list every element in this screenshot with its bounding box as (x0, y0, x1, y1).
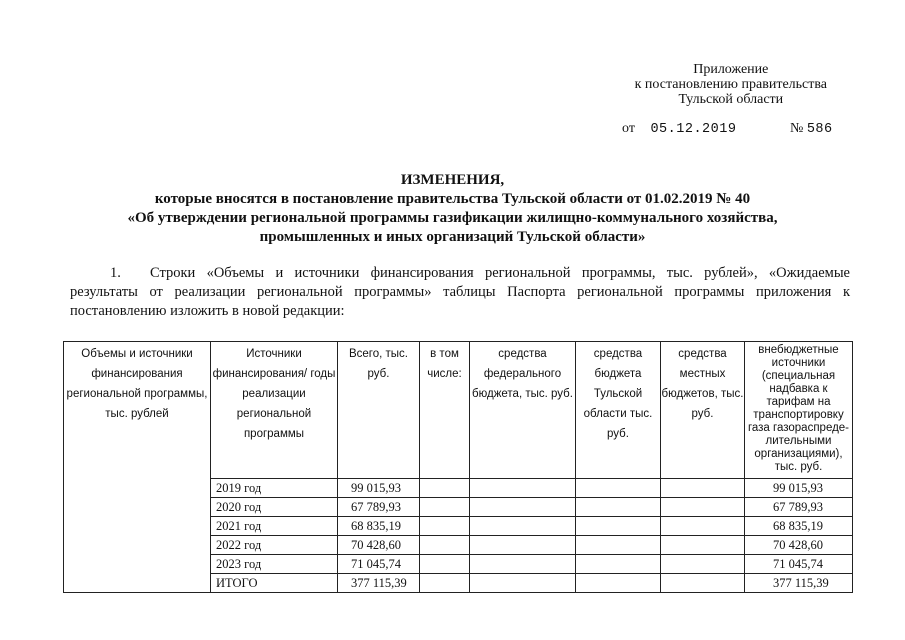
paragraph-number: 1. (110, 265, 121, 281)
empty-cell (576, 536, 661, 555)
paragraph-text: Строки «Объемы и источники финансирования региональной программы, тыс. рублей», «Ожидаемые результаты от реализации региональной программы» таблицы Паспорта региональной программы приложения к постановлению изложить в новой редакции: (70, 265, 850, 319)
empty-cell (576, 479, 661, 498)
date-label: от (622, 121, 635, 136)
year-cell: ИТОГО (211, 574, 338, 593)
appendix-header (635, 62, 827, 107)
total-cell: 70 428,60 (338, 536, 420, 555)
title-line: которые вносятся в постановление правительства Тульской области от 01.02.2019 № 40 (154, 191, 751, 207)
document-date: 05.12.2019 (650, 122, 737, 137)
year-cell: 2021 год (211, 517, 338, 536)
year-cell: 2023 год (211, 555, 338, 574)
table-header-cell: Всего, тыс. руб. (338, 342, 420, 479)
empty-cell (470, 517, 576, 536)
table-header-cell: внебюджетные источники (специальная надбавка к тарифам на транспортировку газа газораспреде-лительными организациями), тыс. руб. (745, 342, 853, 479)
total-cell: 67 789,93 (338, 498, 420, 517)
empty-cell (420, 555, 470, 574)
appendix-line: Тульской области (678, 92, 784, 107)
empty-cell (661, 574, 745, 593)
title-line: «Об утверждении региональной программы газификации жилищно-коммунального хозяйства, (127, 210, 778, 226)
empty-cell (576, 555, 661, 574)
empty-cell (470, 574, 576, 593)
document-number: 586 (806, 122, 833, 137)
paragraph-1 (70, 264, 850, 321)
table-header-cell: средства бюджета Тульской области тыс. руб. (576, 342, 661, 479)
empty-cell (661, 479, 745, 498)
total-cell: 99 015,93 (338, 479, 420, 498)
extra-budget-cell: 71 045,74 (745, 555, 853, 574)
number-label: № (789, 121, 804, 136)
empty-cell (420, 479, 470, 498)
total-cell: 377 115,39 (338, 574, 420, 593)
total-cell: 71 045,74 (338, 555, 420, 574)
empty-cell (470, 555, 576, 574)
table-header-cell: средства федерального бюджета, тыс. руб. (470, 342, 576, 479)
extra-budget-cell: 70 428,60 (745, 536, 853, 555)
empty-cell (420, 574, 470, 593)
empty-cell (420, 536, 470, 555)
empty-cell (576, 517, 661, 536)
extra-budget-cell: 68 835,19 (745, 517, 853, 536)
empty-cell (661, 555, 745, 574)
table-header-cell: в том числе: (420, 342, 470, 479)
document-title (0, 171, 905, 247)
document-dateline (622, 121, 833, 137)
year-cell: 2019 год (211, 479, 338, 498)
extra-budget-cell: 67 789,93 (745, 498, 853, 517)
appendix-line: к постановлению правительства (634, 77, 827, 92)
finance-table (63, 341, 853, 593)
total-cell: 68 835,19 (338, 517, 420, 536)
title-line: ИЗМЕНЕНИЯ, (400, 172, 505, 188)
empty-cell (576, 498, 661, 517)
table-header-cell: Объемы и источники финансирования региональной программы, тыс. рублей (64, 342, 211, 593)
empty-cell (661, 536, 745, 555)
empty-cell (576, 574, 661, 593)
table-header-row (64, 342, 853, 479)
empty-cell (470, 498, 576, 517)
appendix-line: Приложение (693, 62, 769, 77)
year-cell: 2020 год (211, 498, 338, 517)
empty-cell (470, 536, 576, 555)
extra-budget-cell: 99 015,93 (745, 479, 853, 498)
year-cell: 2022 год (211, 536, 338, 555)
table-header-cell: Источники финансирования/ годы реализации региональной программы (211, 342, 338, 479)
table-header-cell: средства местных бюджетов, тыс. руб. (661, 342, 745, 479)
title-line: промышленных и иных организаций Тульской области» (259, 229, 646, 245)
extra-budget-cell: 377 115,39 (745, 574, 853, 593)
empty-cell (420, 498, 470, 517)
empty-cell (661, 517, 745, 536)
empty-cell (661, 498, 745, 517)
empty-cell (470, 479, 576, 498)
empty-cell (420, 517, 470, 536)
